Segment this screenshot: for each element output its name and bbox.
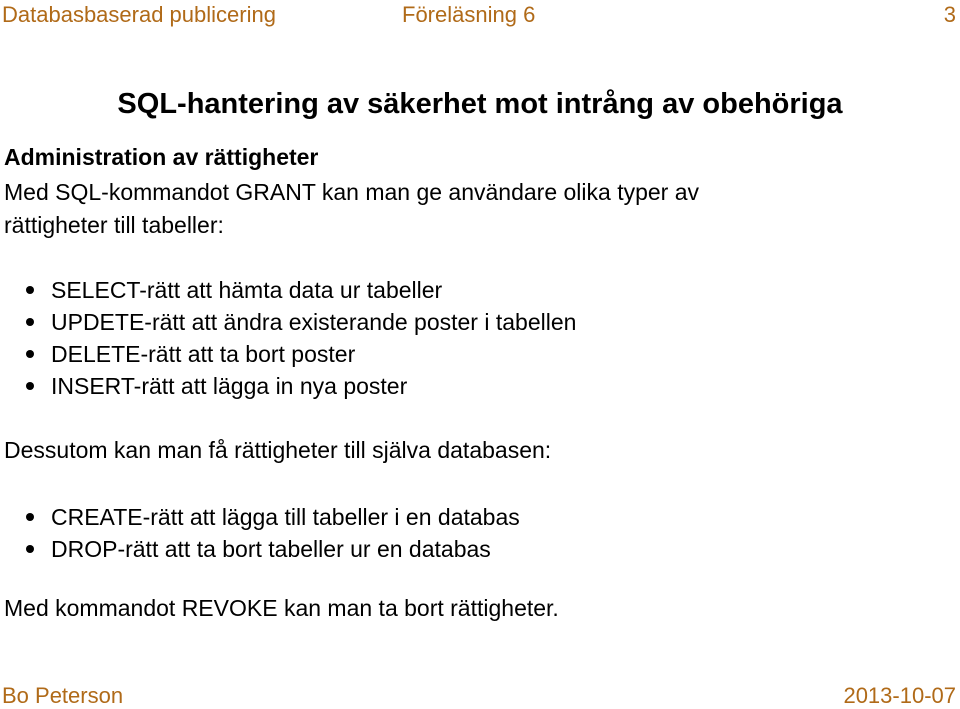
author-name: Bo Peterson (2, 683, 124, 708)
list-item (0, 501, 520, 533)
bullet-icon (26, 286, 34, 294)
intro-line-1: Med SQL-kommandot GRANT kan man ge användare olika typer av (4, 179, 700, 205)
list-item-text: DELETE-rätt att ta bort poster (51, 341, 356, 367)
list-item-text: SELECT-rätt att hämta data ur tabeller (51, 277, 443, 303)
section-heading: Administration av rättigheter (4, 144, 319, 170)
bullet-icon (26, 545, 34, 553)
list-item (0, 370, 576, 402)
slide-date: 2013-10-07 (843, 683, 956, 708)
intro-line-2: rättigheter till tabeller: (4, 212, 224, 238)
list-item (0, 306, 576, 338)
list-item-text: INSERT-rätt att lägga in nya poster (51, 373, 408, 399)
lecture-label: Föreläsning 6 (402, 2, 536, 27)
list-item-text: UPDETE-rätt att ändra existerande poster i tabellen (51, 309, 577, 335)
bullet-icon (26, 513, 34, 521)
list-item (0, 338, 576, 370)
page-number: 3 (943, 2, 956, 27)
list-item (0, 533, 520, 565)
bullet-icon (26, 318, 34, 326)
table-rights-list (0, 274, 576, 402)
course-name: Databasbaserad publicering (2, 2, 276, 27)
bullet-icon (26, 350, 34, 358)
list-item-text: DROP-rätt att ta bort tabeller ur en databas (51, 536, 491, 562)
intro-paragraph (4, 176, 699, 242)
database-rights-intro: Dessutom kan man få rättigheter till själva databasen: (4, 437, 552, 463)
slide-title: SQL-hantering av säkerhet mot intrång av obehöriga (117, 88, 843, 120)
database-rights-list (0, 501, 520, 565)
list-item (0, 274, 576, 306)
list-item-text: CREATE-rätt att lägga till tabeller i en databas (51, 504, 520, 530)
bullet-icon (26, 382, 34, 390)
revoke-paragraph: Med kommandot REVOKE kan man ta bort rättigheter. (4, 595, 559, 621)
